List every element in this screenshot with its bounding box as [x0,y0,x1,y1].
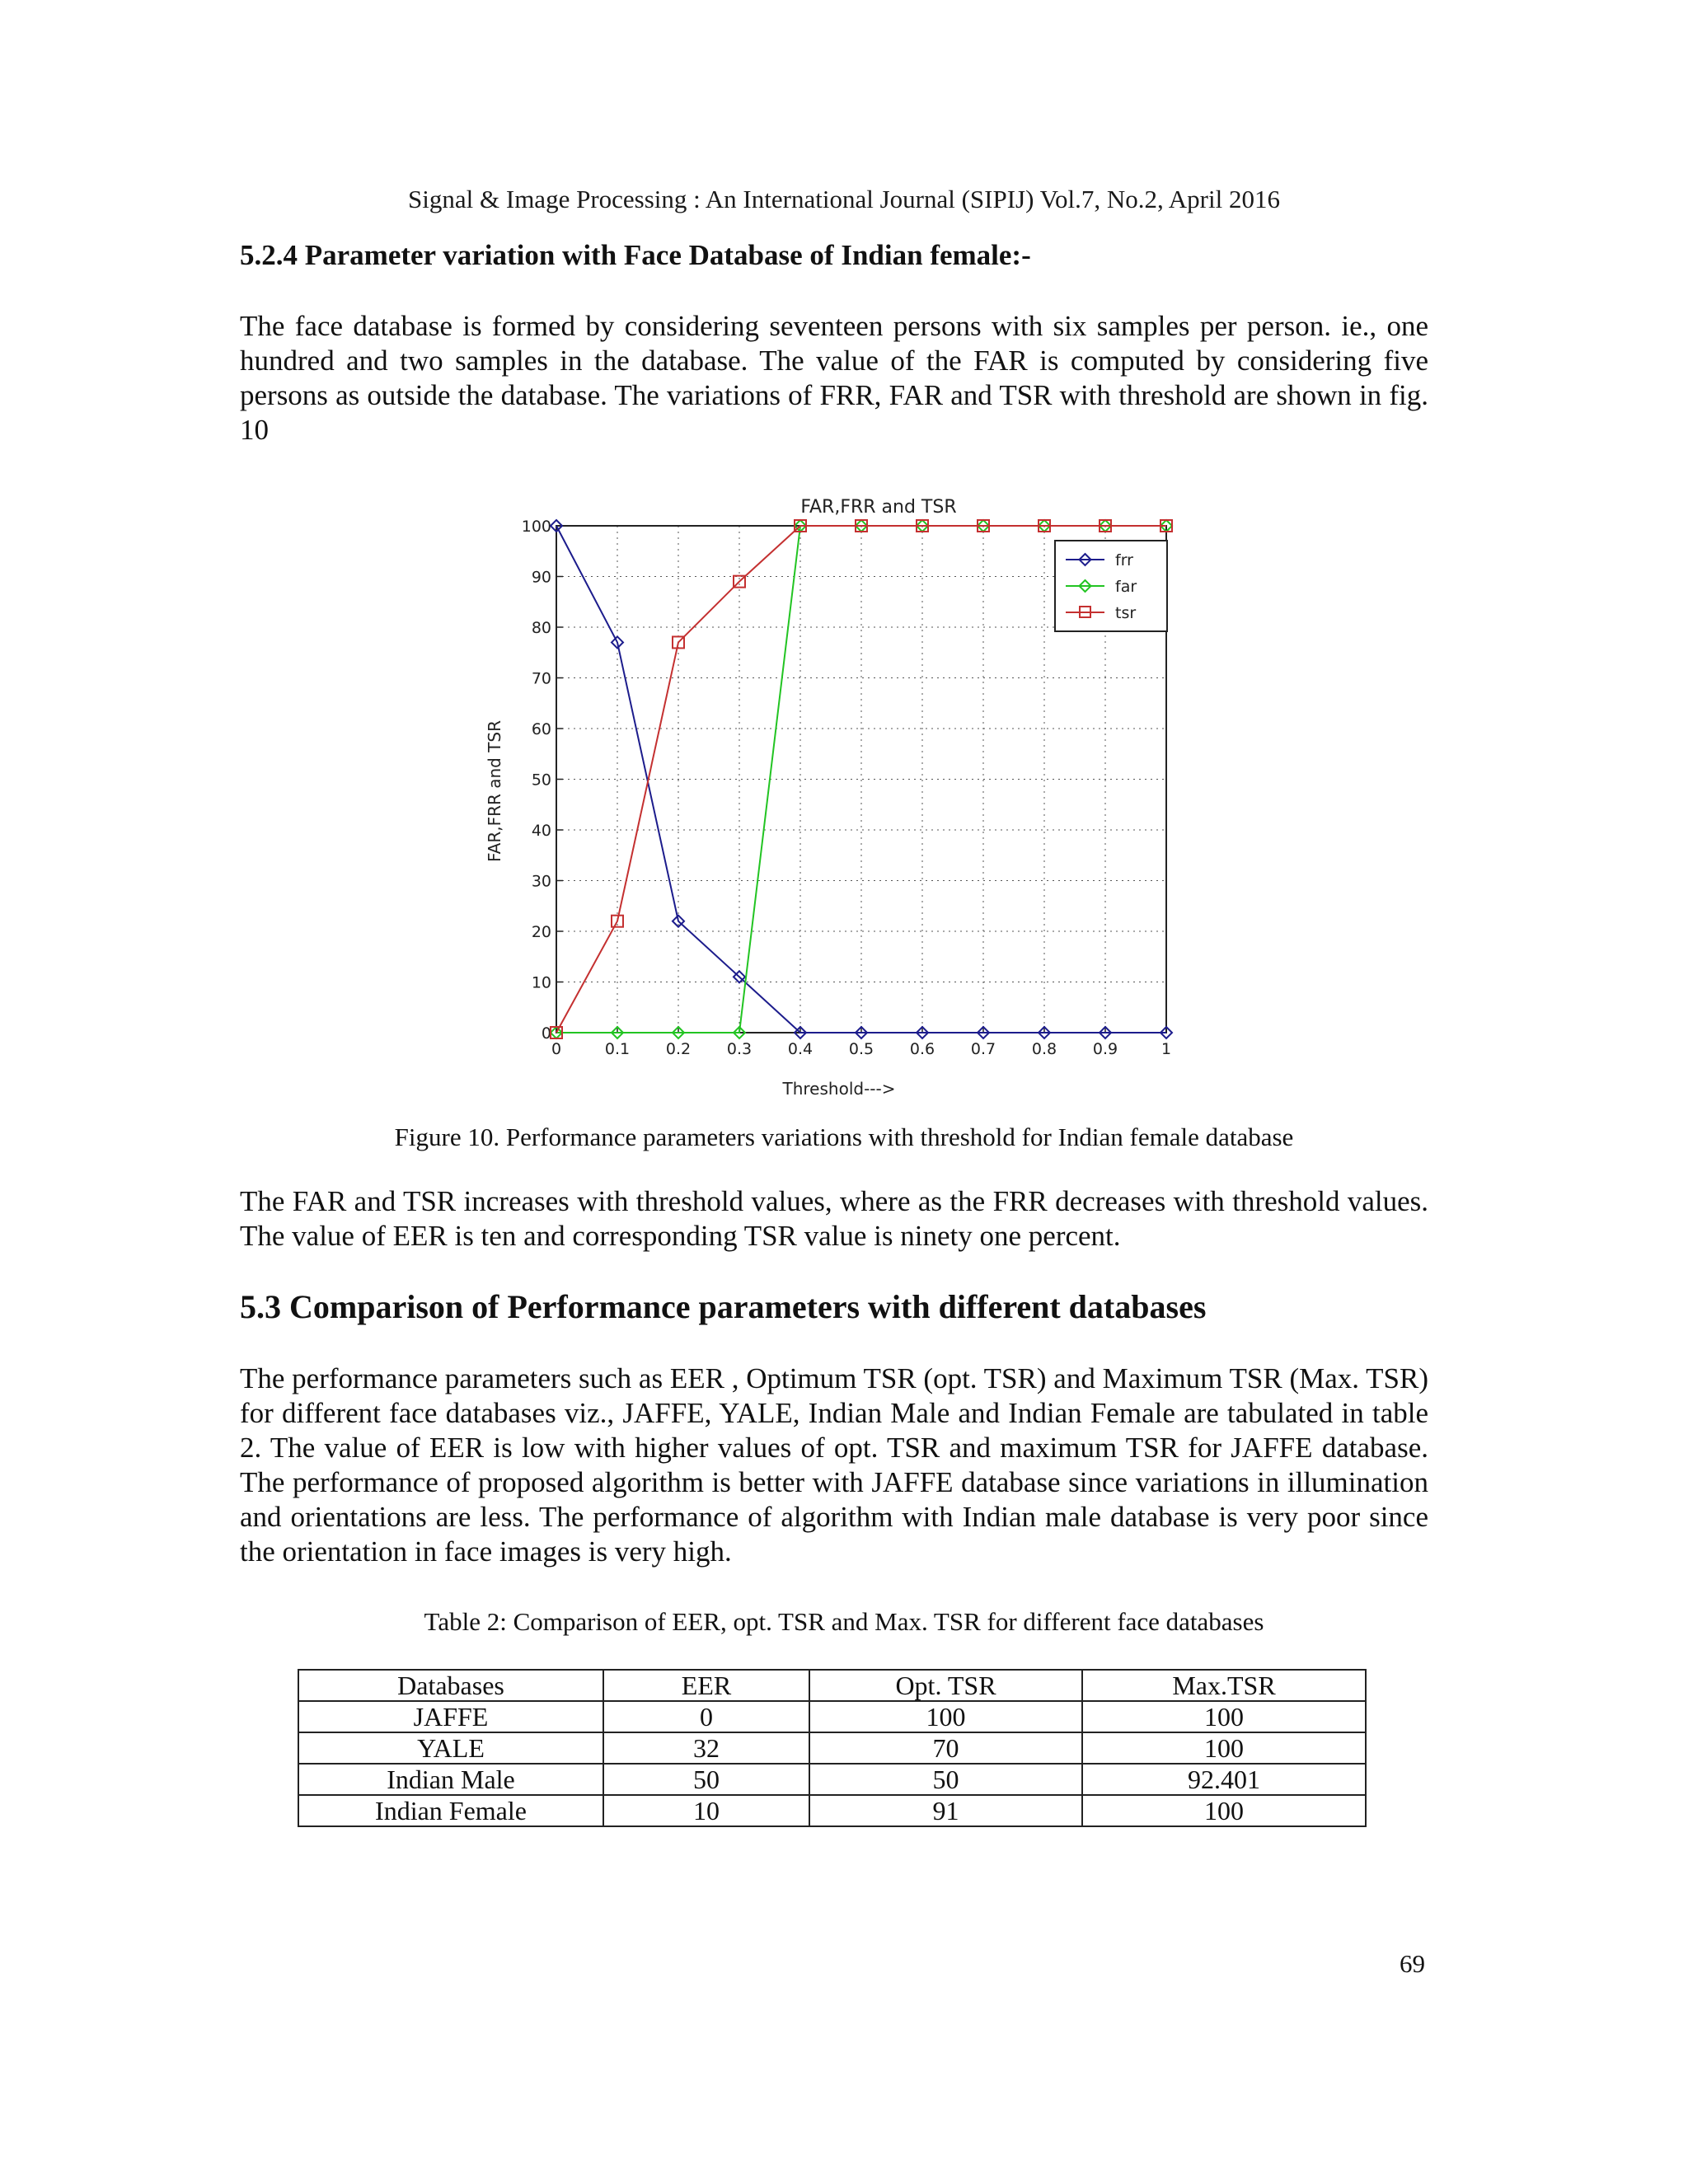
comparison-table [298,1669,1367,1827]
table-cell: 100 [1082,1701,1366,1732]
table-cell: 32 [603,1732,809,1764]
x-tick-label: 0 [551,1040,562,1058]
y-tick-label: 100 [521,518,551,536]
y-axis-label: FAR,FRR and TSR [485,719,504,863]
table-header-row [298,1670,1366,1701]
figure-caption: Figure 10. Performance parameters variations with threshold for Indian female database [394,1122,1294,1151]
table-cell: 91 [809,1795,1082,1826]
table-cell: 100 [1082,1732,1366,1764]
x-tick-label: 0.3 [726,1040,753,1058]
x-tick-label: 0.2 [665,1040,692,1058]
table-cell: YALE [298,1732,603,1764]
table-header-cell: Opt. TSR [809,1670,1082,1701]
section-5-2-4-paragraph: The face database is formed by considering seventeen persons with six samples per person. ie., one hundred and two samples in the database. The value of the FAR is computed by considering five persons as outside the database. The variations of FRR, FAR and TSR with threshold are shown in fig. 10 [240,310,1428,446]
figure-discussion-paragraph: The FAR and TSR increases with threshold values, where as the FRR decreases with threshold values. The value of EER is ten and corresponding TSR value is ninety one percent. [240,1185,1428,1252]
page-number: 69 [1400,1949,1425,1978]
x-tick-label: 0.7 [970,1040,996,1058]
y-tick-label: 0 [541,1024,551,1043]
table-header-cell: Databases [298,1670,603,1701]
table-caption: Table 2: Comparison of EER, opt. TSR and Max. TSR for different face databases [424,1607,1264,1636]
chart-title: FAR,FRR and TSR [800,497,957,518]
x-tick-label: 0.4 [787,1040,814,1058]
table-row [298,1701,1366,1732]
table-cell: JAFFE [298,1701,603,1732]
y-tick-label: 60 [531,720,551,738]
table-header-cell: EER [603,1670,809,1701]
x-tick-label: 1 [1160,1040,1172,1058]
x-tick-label: 0.8 [1031,1040,1057,1058]
section-5-3-paragraph: The performance parameters such as EER , Optimum TSR (opt. TSR) and Maximum TSR (Max. TSR) for different face databases viz., JAFFE, YALE, Indian Male and Indian Female are tabulated in table 2. The value of EER is low with higher values of opt. TSR and maximum TSR for JAFFE database. The performance of proposed algorithm is better with JAFFE database since variations in illumination and orientations are less. The performance of algorithm with Indian male database is very poor since the orientation in face images is very high. [240,1362,1428,1568]
table-header-cell: Max.TSR [1082,1670,1366,1701]
table-cell: Indian Female [298,1795,603,1826]
table-row [298,1764,1366,1795]
legend-label-frr: frr [1115,551,1133,569]
table-cell: 0 [603,1701,809,1732]
x-tick-label: 0.6 [909,1040,935,1058]
x-tick-label: 0.1 [604,1040,631,1058]
section-heading-5-3: 5.3 Comparison of Performance parameters with different databases [240,1288,1207,1325]
x-axis-label: Threshold---> [782,1079,896,1099]
legend-label-tsr: tsr [1115,604,1137,622]
y-tick-label: 80 [531,619,551,637]
chart-legend [1055,541,1167,631]
y-tick-label: 40 [531,822,551,840]
x-tick-label: 0.9 [1092,1040,1118,1058]
table-cell: Indian Male [298,1764,603,1795]
table-row [298,1732,1366,1764]
y-tick-label: 20 [531,923,551,941]
y-tick-label: 50 [531,771,551,790]
y-tick-label: 10 [531,973,551,992]
y-tick-label: 70 [531,669,551,688]
table-cell: 70 [809,1732,1082,1764]
legend-label-far: far [1115,578,1137,596]
section-heading-5-2-4: 5.2.4 Parameter variation with Face Database of Indian female:- [240,239,1031,271]
table-row [298,1795,1366,1826]
y-tick-label: 30 [531,872,551,891]
running-header: Signal & Image Processing : An International Journal (SIPIJ) Vol.7, No.2, April 2016 [408,185,1280,213]
x-tick-label: 0.5 [848,1040,874,1058]
table-cell: 50 [809,1764,1082,1795]
table-cell: 92.401 [1082,1764,1366,1795]
figure-10-chart [478,493,1187,1103]
y-tick-label: 90 [531,568,551,587]
table-cell: 50 [603,1764,809,1795]
table-cell: 100 [809,1701,1082,1732]
table-cell: 100 [1082,1795,1366,1826]
table-cell: 10 [603,1795,809,1826]
